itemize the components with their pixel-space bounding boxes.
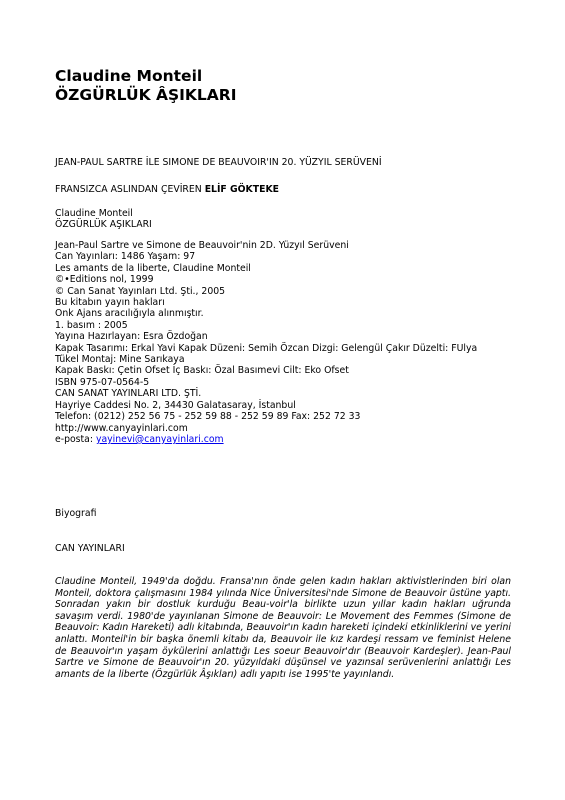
- book-title-heading: ÖZGÜRLÜK ÂŞIKLARI: [55, 86, 237, 104]
- imprint-line: © Can Sanat Yayınları Ltd. Şti., 2005: [55, 285, 226, 297]
- publisher-label: CAN YAYINLARI: [55, 543, 125, 554]
- imprint-line: Tükel Montaj: Mine Sarıkaya: [55, 354, 185, 366]
- imprint-line: Les amants de la liberte, Claudine Monteil: [55, 262, 251, 274]
- translator-line: [55, 184, 279, 195]
- imprint-line: Kapak Tasarımı: Erkal Yavi Kapak Düzeni: Semih Özcan Dizgi: Gelengül Çakır Düzelti: FUlya: [55, 342, 478, 354]
- book-title-line: ÖZGÜRLÜK AŞIKLARI: [55, 219, 152, 230]
- translator-prefix: FRANSIZCA ASLINDAN ÇEVİREN: [55, 184, 205, 195]
- imprint-block: [55, 240, 515, 445]
- email-line: [55, 434, 515, 445]
- imprint-line: CAN SANAT YAYINLARI LTD. ŞTİ.: [55, 388, 202, 400]
- imprint-line: http://www.canyayinlari.com: [55, 422, 188, 434]
- imprint-line: Hayriye Caddesi No. 2, 34430 Galatasaray, İstanbul: [55, 399, 296, 411]
- book-title-block: [55, 67, 237, 105]
- section-label: Biyografi: [55, 508, 97, 519]
- imprint-line: ISBN 975-07-0564-5: [55, 376, 150, 388]
- imprint-line: Onk Ajans aracılığıyla alınmıştır.: [55, 308, 204, 320]
- imprint-line: Telefon: (0212) 252 56 75 - 252 59 88 - 252 59 89 Fax: 252 72 33: [55, 411, 361, 423]
- email-link[interactable]: yayinevi@canyayinlari.com: [95, 433, 224, 445]
- author-line: Claudine Monteil: [55, 208, 133, 219]
- subtitle-line: JEAN-PAUL SARTRE İLE SIMONE DE BEAUVOIR'IN 20. YÜZYIL SERÜVENİ: [55, 157, 382, 168]
- imprint-line: Yayına Hazırlayan: Esra Özdoğan: [55, 331, 208, 343]
- imprint-line: Jean-Paul Sartre ve Simone de Beauvoir'nin 2D. Yüzyıl Serüveni: [55, 240, 349, 251]
- biography-paragraph: Claudine Monteil, 1949'da doğdu. Fransa'nın önde gelen kadın hakları aktivistlerinden biri olan Monteil, doktora çalışmasını 1984 yılında Nice Üniversitesi'nde Simone de Beauvoir üstüne yaptı. Sonradan yakın bir dostluk kurduğu Beau-voir'la birlikte uzun yıllar kadın hakları uğrunda savaşım verdi. 1980'de yayınlanan Simone de Beauvoir: Le Movement des Femmes (Simone de Beauvoir: Kadın Hareketi) adlı kitabında, Beauvoir'ın kadın hareketi içindeki etkinliklerini ve yerini anlattı. Monteil'in bir başka önemli kitabı da, Beauvoir ile kız kardeşi ressam ve feminist Helene de Beauvoir'ın yaşam öykülerini anlattığı Les soeur Beauvoir'dır (Beauvoir Kardeşler). Jean-Paul Sartre ve Simone de Beauvoir'ın 20. yüzyıldaki düşünsel ve yazınsal serüvenlerini anlattığı Les amants de la liberte (Özgürlük Âşıkları) adlı yapıtı ise 1995'te yayınlandı.: [55, 576, 511, 680]
- imprint-line: 1. basım : 2005: [55, 319, 128, 331]
- imprint-line: ©•Editions nol, 1999: [55, 274, 154, 286]
- author-heading: Claudine Monteil: [55, 67, 203, 85]
- email-label: e-posta:: [55, 433, 96, 445]
- imprint-line: Kapak Baskı: Çetin Ofset İç Baskı: Özal Basımevi Cilt: Eko Ofset: [55, 365, 349, 377]
- imprint-line: Bu kitabın yayın hakları: [55, 297, 165, 309]
- imprint-line: Can Yayınları: 1486 Yaşam: 97: [55, 251, 196, 263]
- translator-name: ELİF GÖKTEKE: [204, 184, 279, 195]
